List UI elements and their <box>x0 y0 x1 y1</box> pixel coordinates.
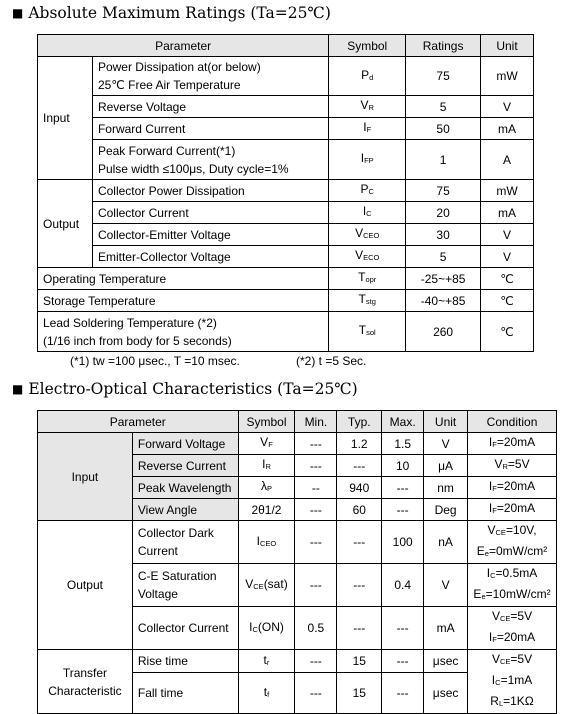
condition-cell: $I_F=20mA$ <box>468 499 557 521</box>
param-cell: Forward Current <box>92 118 328 140</box>
typ-cell: --- <box>337 521 382 564</box>
rating-cell: 5 <box>406 246 481 268</box>
unit-cell: ℃ <box>481 268 534 290</box>
unit-cell: mW <box>481 180 534 202</box>
rating-cell: 20 <box>406 202 481 224</box>
condition-cell: $I_F=20mA$ <box>468 433 557 455</box>
table-row <box>38 521 557 564</box>
min-cell: 0.5 <box>295 607 337 650</box>
param-cell: Collector Dark Current <box>132 521 238 564</box>
condition-cell: $V_R=5V$ <box>468 455 557 477</box>
unit-cell: μA <box>424 455 468 477</box>
table-row <box>38 57 534 96</box>
unit-cell: V <box>481 96 534 118</box>
table-row <box>38 140 534 180</box>
max-cell: --- <box>382 650 424 673</box>
table-row <box>38 118 534 140</box>
unit-cell: nA <box>424 521 468 564</box>
typ-cell: 1.2 <box>337 433 382 455</box>
square-bullet-icon: ■ <box>12 6 24 20</box>
condition-cell: $V_{CE}=5V$ $I_F=20mA$ <box>468 607 557 650</box>
unit-cell: mW <box>481 57 534 96</box>
symbol-cell: $I_{CEO}$ <box>238 521 295 564</box>
typ-cell: --- <box>337 455 382 477</box>
table-row <box>38 96 534 118</box>
header-unit: Unit <box>424 411 468 433</box>
param-cell: Collector Current <box>132 607 238 650</box>
max-cell: 100 <box>382 521 424 564</box>
param-cell: Operating Temperature <box>38 268 329 290</box>
symbol-cell: $\lambda_P$ <box>238 477 295 499</box>
symbol-cell: $t_r$ <box>238 650 295 673</box>
condition-cell: $I_F=20mA$ <box>468 477 557 499</box>
symbol-cell: $P_C$ <box>329 180 406 202</box>
rating-cell: 75 <box>406 180 481 202</box>
max-cell: 10 <box>382 455 424 477</box>
param-cell: Peak Forward Current(*1) Pulse width ≤100μs, Duty cycle=1% <box>92 140 328 180</box>
symbol-cell: $I_R$ <box>238 455 295 477</box>
param-cell: Peak Wavelength <box>132 477 238 499</box>
param-cell: C-E Saturation Voltage <box>132 564 238 607</box>
rating-cell: -40~+85 <box>406 290 481 312</box>
max-cell: --- <box>382 607 424 650</box>
header-ratings: Ratings <box>406 35 481 57</box>
table-row <box>38 202 534 224</box>
param-cell: Collector Current <box>92 202 328 224</box>
eo-section-title: ■ Electro-Optical Characteristics (Ta=25℃) <box>12 380 358 398</box>
table-row <box>38 180 534 202</box>
table-row <box>38 224 534 246</box>
min-cell: --- <box>295 521 337 564</box>
max-cell: --- <box>382 477 424 499</box>
header-parameter: Parameter <box>38 35 329 57</box>
unit-cell: V <box>481 246 534 268</box>
param-cell: Storage Temperature <box>38 290 329 312</box>
rating-cell: -25~+85 <box>406 268 481 290</box>
max-cell: --- <box>382 499 424 521</box>
condition-cell: $V_{CE}=10V$, $E_e=0mW$/cm² <box>468 521 557 564</box>
table-row <box>38 312 534 352</box>
min-cell: --- <box>295 499 337 521</box>
typ-cell: 940 <box>337 477 382 499</box>
rating-cell: 30 <box>406 224 481 246</box>
symbol-cell: $I_F$ <box>329 118 406 140</box>
typ-cell: 15 <box>337 673 382 714</box>
typ-cell: 15 <box>337 650 382 673</box>
symbol-cell: $T_{sol}$ <box>329 312 406 352</box>
min-cell: --- <box>295 455 337 477</box>
param-cell: Reverse Voltage <box>92 96 328 118</box>
param-cell: Forward Voltage <box>132 433 238 455</box>
unit-cell: mA <box>424 607 468 650</box>
group-input: Input <box>38 57 93 180</box>
table-header-row <box>38 35 534 57</box>
param-cell: Collector Power Dissipation <box>92 180 328 202</box>
unit-cell: V <box>481 224 534 246</box>
group-input: Input <box>38 433 133 521</box>
header-condition: Condition <box>468 411 557 433</box>
absolute-maximum-ratings-table <box>37 34 534 352</box>
header-parameter: Parameter <box>38 411 239 433</box>
param-cell: Emitter-Collector Voltage <box>92 246 328 268</box>
min-cell: --- <box>295 673 337 714</box>
symbol-cell: $V_{CE}(sat)$ <box>238 564 295 607</box>
unit-cell: A <box>481 140 534 180</box>
group-output: Output <box>38 521 133 650</box>
header-unit: Unit <box>481 35 534 57</box>
unit-cell: nm <box>424 477 468 499</box>
unit-cell: mA <box>481 202 534 224</box>
param-cell: Power Dissipation at(or below) 25℃ Free Air Temperature <box>92 57 328 96</box>
symbol-cell: $T_{opr}$ <box>329 268 406 290</box>
max-cell: --- <box>382 673 424 714</box>
typ-cell: 60 <box>337 499 382 521</box>
param-cell: Lead Soldering Temperature (*2) (1/16 inch from body for 5 seconds) <box>38 312 329 352</box>
max-cell: 1.5 <box>382 433 424 455</box>
header-symbol: Symbol <box>329 35 406 57</box>
table-row <box>38 650 557 673</box>
unit-cell: mA <box>481 118 534 140</box>
param-cell: Fall time <box>132 673 238 714</box>
rating-cell: 5 <box>406 96 481 118</box>
unit-cell: μsec <box>424 673 468 714</box>
electro-optical-table <box>37 410 557 714</box>
symbol-cell: $I_{FP}$ <box>329 140 406 180</box>
rating-cell: 50 <box>406 118 481 140</box>
condition-cell: $V_{CE}=5V$ $I_C=1mA$ $R_L=1K\Omega$ <box>468 650 557 714</box>
header-symbol: Symbol <box>238 411 295 433</box>
max-cell: 0.4 <box>382 564 424 607</box>
symbol-cell: $V_{ECO}$ <box>329 246 406 268</box>
table-row <box>38 268 534 290</box>
param-cell: Rise time <box>132 650 238 673</box>
param-cell: Collector-Emitter Voltage <box>92 224 328 246</box>
symbol-cell: $I_C$ <box>329 202 406 224</box>
footnote-2: (*2) t =5 Sec. <box>296 354 367 368</box>
min-cell: --- <box>295 564 337 607</box>
footnote-1: (*1) tw =100 μsec., T =10 msec. <box>70 354 240 368</box>
min-cell: --- <box>295 433 337 455</box>
unit-cell: μsec <box>424 650 468 673</box>
symbol-cell: $P_d$ <box>329 57 406 96</box>
rating-cell: 75 <box>406 57 481 96</box>
header-max: Max. <box>382 411 424 433</box>
header-typ: Typ. <box>337 411 382 433</box>
rating-cell: 1 <box>406 140 481 180</box>
table-row <box>38 433 557 455</box>
param-cell: View Angle <box>132 499 238 521</box>
rating-cell: 260 <box>406 312 481 352</box>
symbol-cell: $t_f$ <box>238 673 295 714</box>
typ-cell: --- <box>337 607 382 650</box>
square-bullet-icon: ■ <box>12 382 24 396</box>
unit-cell: ℃ <box>481 290 534 312</box>
unit-cell: V <box>424 433 468 455</box>
min-cell: --- <box>295 650 337 673</box>
condition-cell: $I_C=0.5mA$ $E_e=10mW$/cm² <box>468 564 557 607</box>
param-cell: Reverse Current <box>132 455 238 477</box>
amr-section-title: ■ Absolute Maximum Ratings (Ta=25℃) <box>12 4 331 22</box>
symbol-cell: $I_C(ON)$ <box>238 607 295 650</box>
symbol-cell: $V_F$ <box>238 433 295 455</box>
min-cell: -- <box>295 477 337 499</box>
header-min: Min. <box>295 411 337 433</box>
table-row <box>38 246 534 268</box>
symbol-cell: 2θ1/2 <box>238 499 295 521</box>
table-row <box>38 290 534 312</box>
group-transfer: Transfer Characteristic <box>38 650 133 714</box>
symbol-cell: $V_R$ <box>329 96 406 118</box>
symbol-cell: $T_{stg}$ <box>329 290 406 312</box>
typ-cell: --- <box>337 564 382 607</box>
unit-cell: V <box>424 564 468 607</box>
group-output: Output <box>38 180 93 268</box>
symbol-cell: $V_{CEO}$ <box>329 224 406 246</box>
table-header-row <box>38 411 557 433</box>
unit-cell: Deg <box>424 499 468 521</box>
unit-cell: ℃ <box>481 312 534 352</box>
